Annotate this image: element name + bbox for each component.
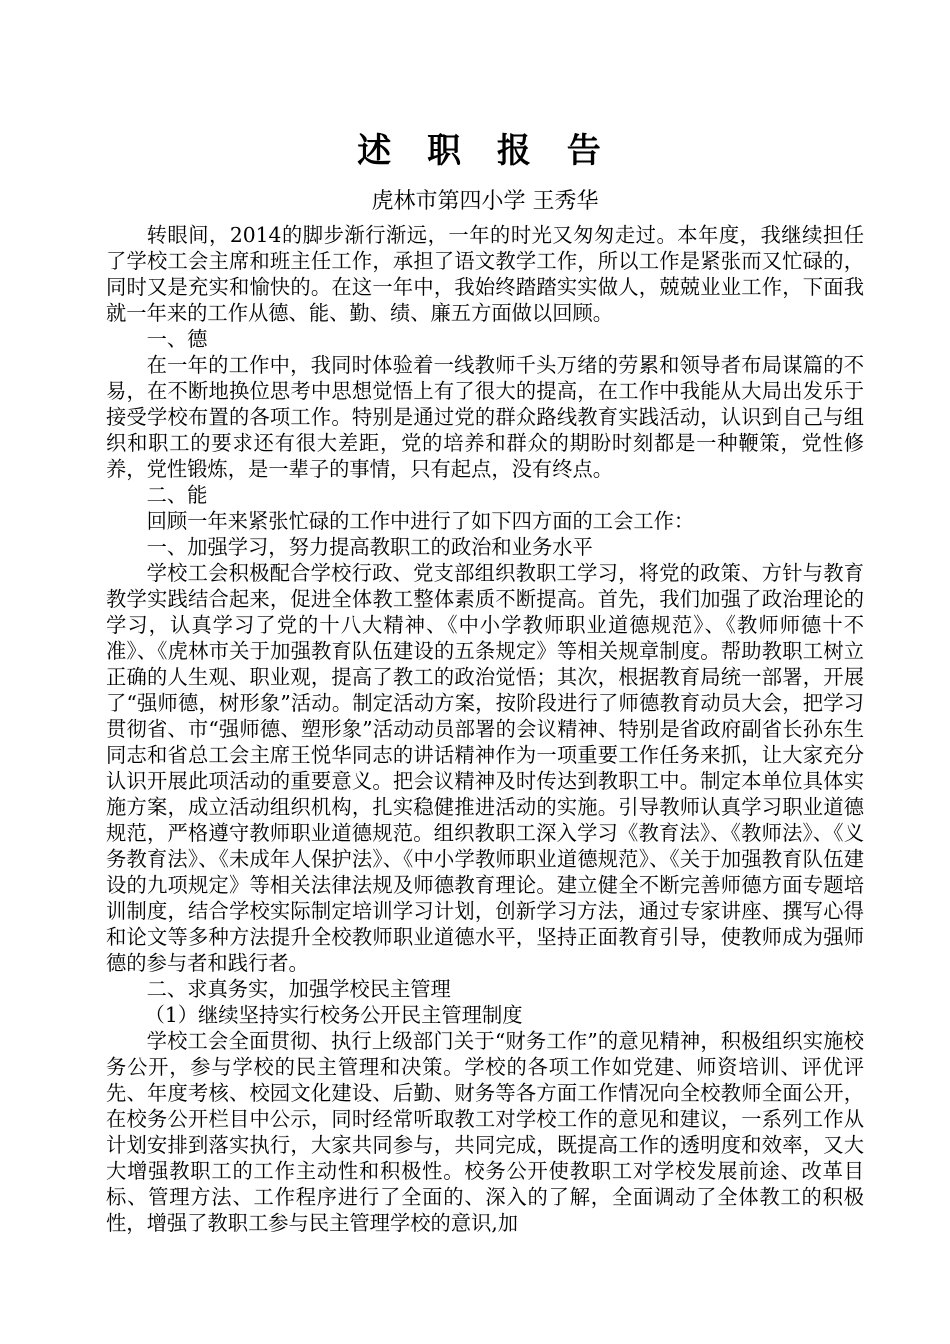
document-page	[106, 118, 864, 1236]
paragraph-transparency: 学校工会全面贯彻、执行上级部门关于“财务工作”的意见精神，积极组织实施校务公开，参与学校的民主管理和决策。学校的各项工作如党建、师资培训、评优评先、年度考核、校园文化建设、后勤、财务等各方面工作情况向全校教师全面公开，在校务公开栏目中公示，同时经常听取教工对学校工作的意见和建议，一系列工作从计划安排到落实执行，大家共同参与，共同完成，既提高工作的透明度和效率，又大大增强教职工的工作主动性和积极性。校务公开使教职工对学校发展前途、改革目标、管理方法、工作程序进行了全面的、深入的了解，全面调动了全体教工的积极性，增强了教职工参与民主管理学校的意识,加	[106, 1029, 864, 1235]
paragraph-review-intro: 回顾一年来紧张忙碌的工作中进行了如下四方面的工会工作：	[146, 509, 695, 533]
sub-subsection-heading-transparency: （1）继续坚持实行校务公开民主管理制度	[144, 1003, 523, 1027]
document-author: 虎林市第四小学 王秀华	[371, 189, 599, 214]
paragraph-intro: 转眼间，2014的脚步渐行渐远，一年的时光又匆匆走过。本年度，我继续担任了学校工会主席和班主任工作，承担了语文教学工作，所以工作是紧张而又忙碌的，同时又是充实和愉快的。在这一年中，我始终踏踏实实做人，兢兢业业工作，下面我就一年来的工作从德、能、勤、绩、廉五方面做以回顾。	[106, 223, 864, 325]
paragraph-study: 学校工会积极配合学校行政、党支部组织教职工学习，将党的政策、方针与教育教学实践结合起来，促进全体教工整体素质不断提高。首先，我们加强了政治理论的学习，认真学习了党的十八大精神、《中小学教师职业道德规范》、《教师师德十不准》、《虎林市关于加强教育队伍建设的五条规定》等相关规章制度。帮助教职工树立正确的人生观、职业观，提高了教工的政治觉悟；其次，根据教育局统一部署，开展了“强师德，树形象”活动。制定活动方案，按阶段进行了师德教育动员大会，把学习贯彻省、市“强师德、塑形象”活动动员部署的会议精神、特别是省政府副省长孙东生同志和省总工会主席王悦华同志的讲话精神作为一项重要工作任务来抓，让大家充分认识开展此项活动的重要意义。把会议精神及时传达到教职工中。制定本单位具体实施方案，成立活动组织机构，扎实稳健推进活动的实施。引导教师认真学习职业道德规范，严格遵守教师职业道德规范。组织教职工深入学习《教育法》、《教师法》、《义务教育法》、《未成年人保护法》、《中小学教师职业道德规范》、《关于加强教育队伍建设的九项规定》等相关法律法规及师德教育理论。建立健全不断完善师德方面专题培训制度，结合学校实际制定培训学习计划，创新学习方法，通过专家讲座、撰写心得和论文等多种方法提升全校教师职业道德水平，坚持正面教育引导，使教师成为强师德的参与者和践行者。	[106, 561, 864, 975]
section-heading-de: 一、德	[146, 327, 208, 351]
section-heading-neng: 二、能	[146, 483, 208, 507]
paragraph-de: 在一年的工作中，我同时体验着一线教师千头万绪的劳累和领导者布局谋篇的不易，在不断地换位思考中思想觉悟上有了很大的提高，在工作中我能从大局出发乐于接受学校布置的各项工作。特别是通过党的群众路线教育实践活动，认识到自己与组织和职工的要求还有很大差距，党的培养和群众的期盼时刻都是一种鞭策，党性修养，党性锻炼，是一辈子的事情，只有起点，没有终点。	[106, 353, 864, 481]
subsection-heading-democracy: 二、求真务实，加强学校民主管理	[146, 977, 451, 1001]
subsection-heading-study: 一、加强学习，努力提高教职工的政治和业务水平	[146, 535, 593, 559]
document-title: 述 职 报 告	[357, 131, 613, 171]
